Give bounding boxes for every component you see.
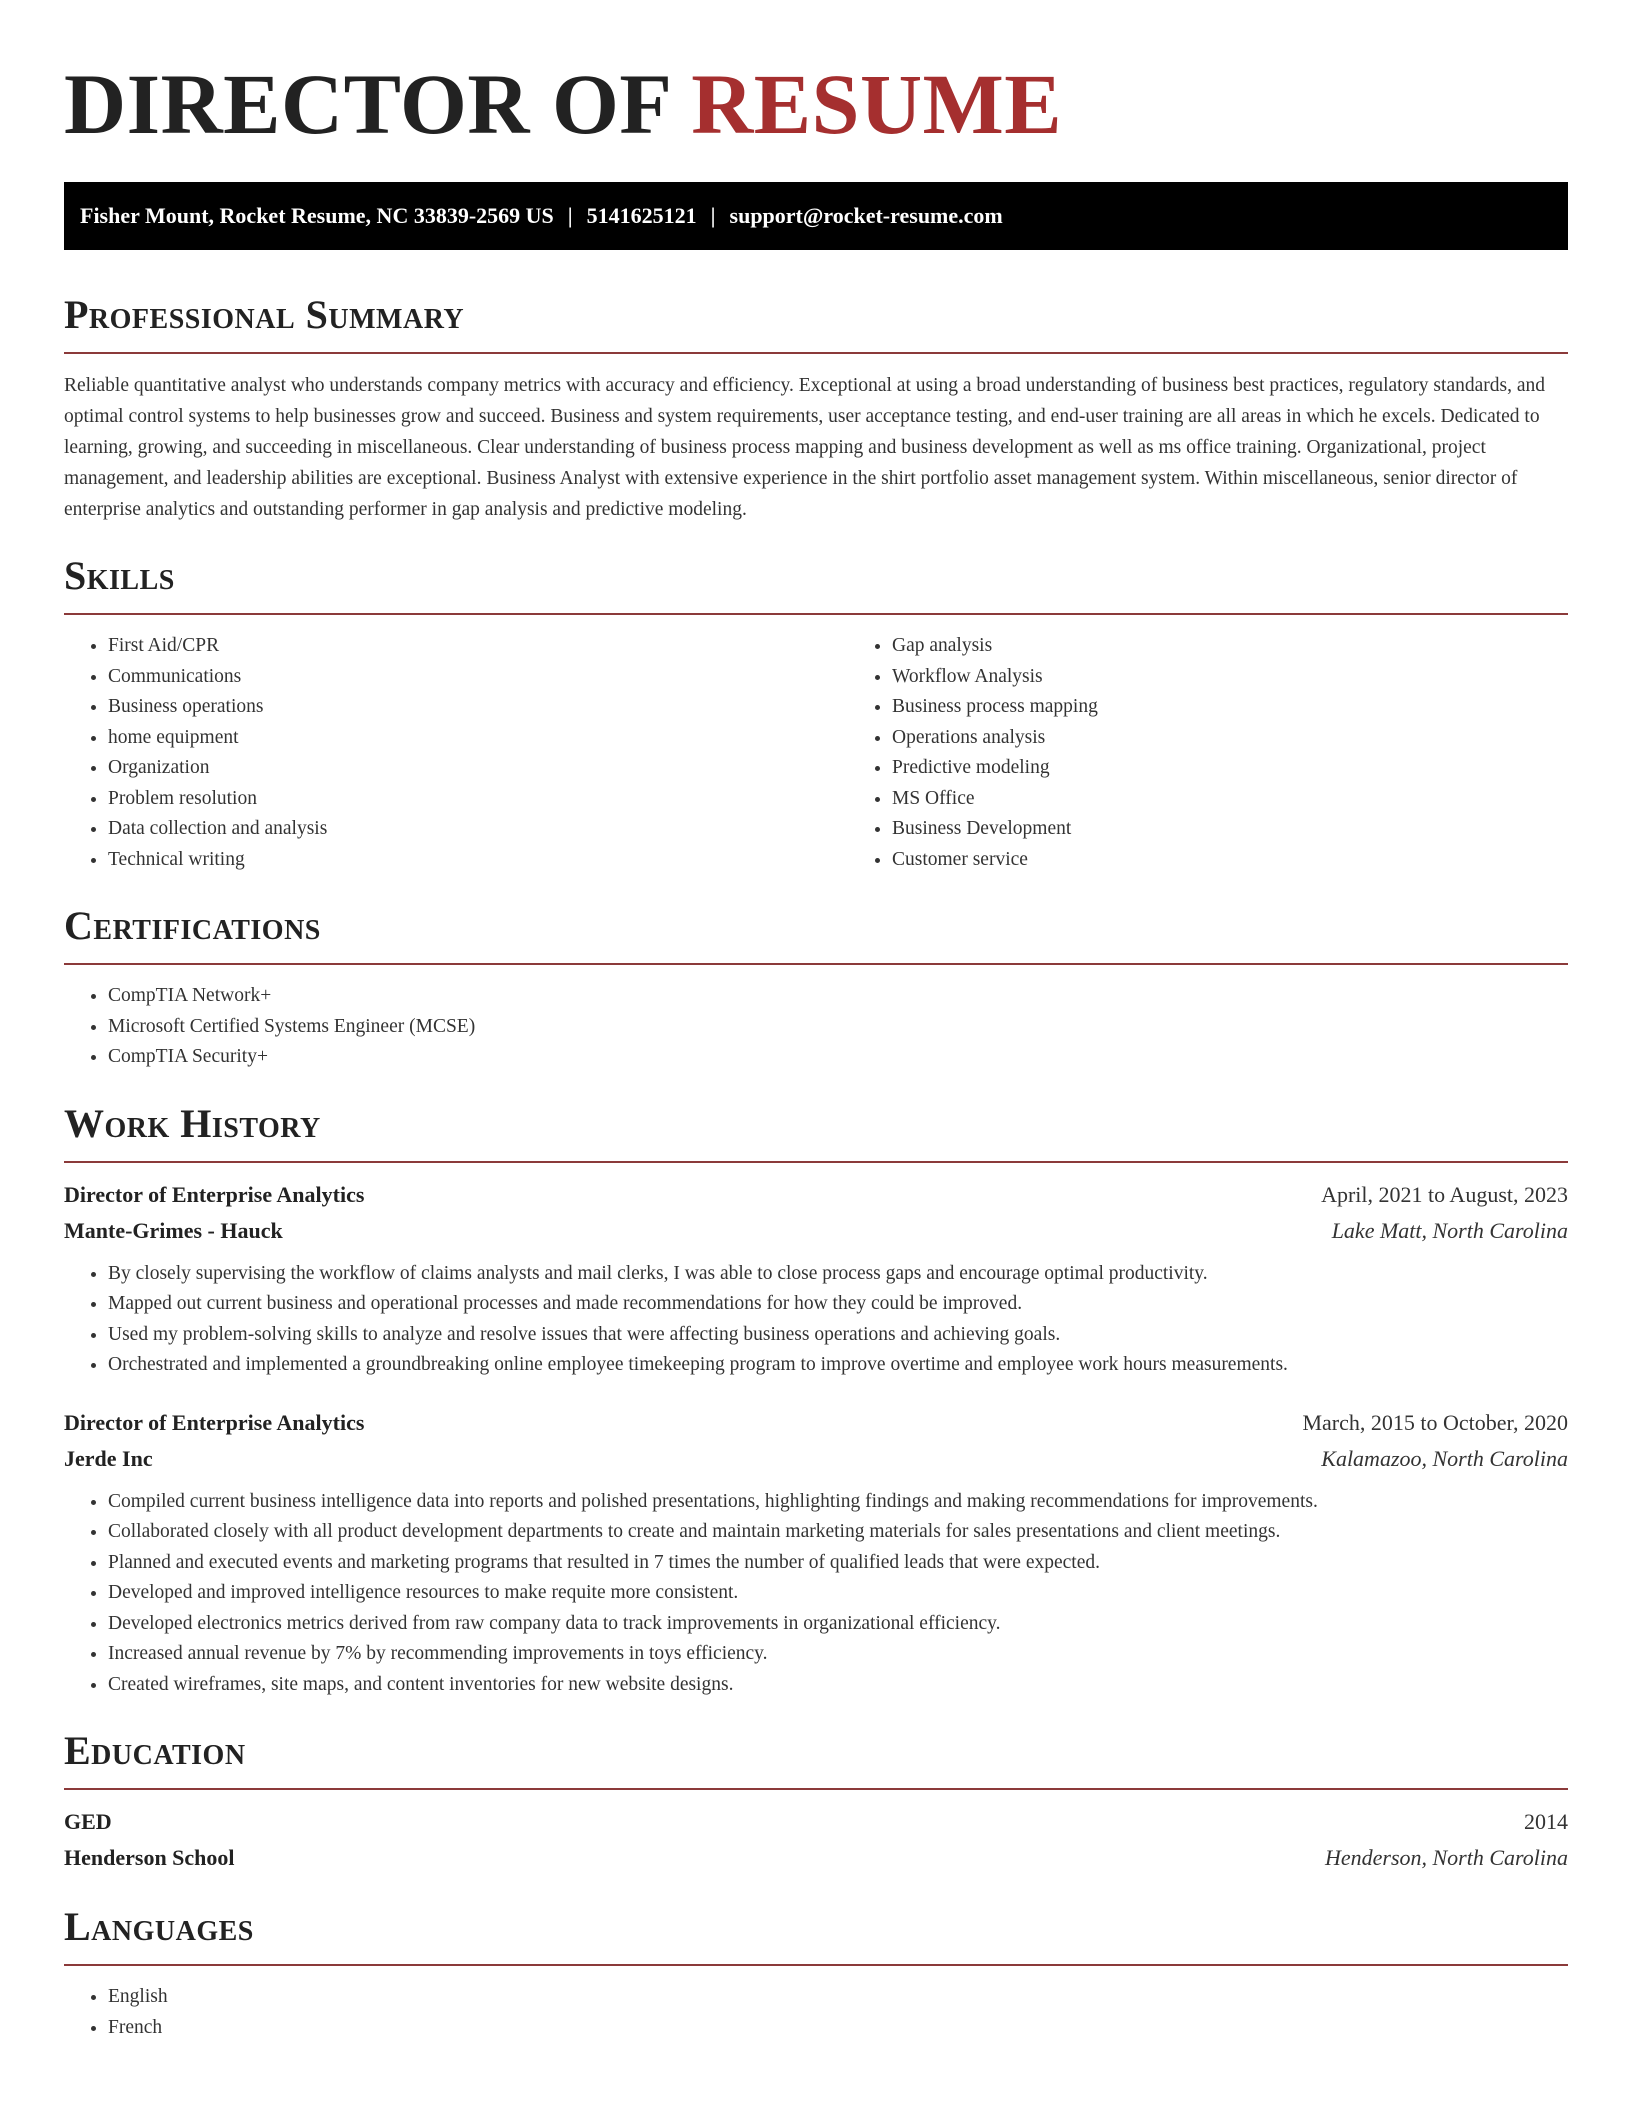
job-bullet: • Created wireframes, site maps, and content inventories for new website designs. [108,1670,1568,1701]
education-entry [64,1804,1568,1876]
job-bullet: • By closely supervising the workflow of claims analysts and mail clerks, I was able to close process gaps and encourage optimal productivity. [108,1259,1568,1290]
contact-separator: | [567,203,573,228]
education-degree: GED [64,1809,112,1834]
job-bullet: • Used my problem-solving skills to analyze and resolve issues that were affecting business operations and achieving goals. [108,1320,1568,1351]
job-company: Jerde Inc [64,1445,153,1471]
summary-text: Reliable quantitative analyst who understands company metrics with accuracy and efficiency. Exceptional at using a broad understanding of business best practices, regulatory standards, and optimal control systems to help businesses grow and succeed. Business and system requirements, user acceptance testing, and end-user training are all areas in which he excels. Dedicated to learning, growing, and succeeding in miscellaneous. Clear understanding of business process mapping and business development as well as ms office training. Organizational, project management, and leadership abilities are exceptional. Business Analyst with extensive experience in the shirt portfolio asset management system. Within miscellaneous, senior director of enterprise analytics and outstanding performer in gap analysis and predictive modeling. [64,375,1545,520]
skill-item: • First Aid/CPR [108,631,848,662]
language-item: • English [108,1982,1568,2013]
certification-item: • Microsoft Certified Systems Engineer (MCSE) [108,1012,1568,1043]
skill-item: • Organization [108,753,848,784]
job-header-row [64,1405,1568,1441]
certification-item: • CompTIA Security+ [108,1042,1568,1073]
skills-list-right [848,631,1568,875]
education-location: Henderson, North Carolina [1324,1845,1568,1870]
job-location: Kalamazoo, North Carolina [1321,1445,1568,1471]
languages-list [64,1982,1568,2043]
job-location: Lake Matt, North Carolina [1331,1217,1568,1243]
job-bullet: • Mapped out current business and operational processes and made recommendations for how they could be improved. [108,1289,1568,1320]
name-part-1: DIRECTOR OF [64,56,670,152]
job-bullet: • Planned and executed events and marketing programs that resulted in 7 times the number of qualified leads that were expected. [108,1548,1568,1579]
skill-item: • Data collection and analysis [108,814,848,845]
contact-separator: | [710,203,716,228]
job-company-row [64,1213,1568,1249]
job-bullet: • Orchestrated and implemented a groundbreaking online employee timekeeping program to improve overtime and employee work hours measurements. [108,1350,1568,1381]
section-heading: Certifications [64,903,1568,965]
skill-item: • Problem resolution [108,784,848,815]
job-entry [64,1405,1568,1701]
skill-item: • Business operations [108,692,848,723]
work-history-section [64,1101,1568,1701]
skill-item: • Business Development [892,814,1568,845]
skills-grid [64,615,1568,875]
job-company-row [64,1441,1568,1477]
job-dates: April, 2021 to August, 2023 [1321,1181,1568,1207]
certifications-section [64,903,1568,1073]
section-heading: Work History [64,1101,1568,1163]
job-title: Director of Enterprise Analytics [64,1409,365,1435]
education-section [64,1728,1568,1876]
skill-item: • Communications [108,662,848,693]
job-company: Mante-Grimes - Hauck [64,1217,283,1243]
job-dates: March, 2015 to October, 2020 [1302,1409,1568,1435]
job-header-row [64,1177,1568,1213]
skills-list-left [64,631,848,875]
contact-phone: 5141625121 [586,203,697,228]
language-item: • French [108,2013,1568,2044]
job-bullet: • Increased annual revenue by 7% by recommending improvements in toys efficiency. [108,1639,1568,1670]
job-bullet: • Developed electronics metrics derived from raw company data to track improvements in organizational efficiency. [108,1609,1568,1640]
name-part-2: RESUME [691,56,1063,152]
job-entry [64,1177,1568,1381]
section-heading: Skills [64,553,1568,615]
certifications-list [64,981,1568,1073]
skill-item: • Predictive modeling [892,753,1568,784]
section-heading: Education [64,1728,1568,1790]
summary-section [64,292,1568,525]
skill-item: • Business process mapping [892,692,1568,723]
resume-page [64,0,1568,2043]
section-heading: Languages [64,1904,1568,1966]
job-bullets [64,1487,1568,1701]
skill-item: • home equipment [108,723,848,754]
skill-item: • MS Office [892,784,1568,815]
languages-section [64,1904,1568,2043]
education-school: Henderson School [64,1845,235,1870]
job-title: Director of Enterprise Analytics [64,1181,365,1207]
job-bullet: • Developed and improved intelligence resources to make requite more consistent. [108,1578,1568,1609]
skill-item: • Workflow Analysis [892,662,1568,693]
education-school-row [64,1840,1568,1876]
contact-bar [64,182,1568,250]
skill-item: • Gap analysis [892,631,1568,662]
section-heading: Professional Summary [64,292,1568,354]
contact-email[interactable]: support@rocket-resume.com [729,203,1003,228]
job-bullet: • Collaborated closely with all product development departments to create and maintain marketing materials for sales presentations and client meetings. [108,1517,1568,1548]
education-year: 2014 [1524,1809,1568,1834]
contact-address: Fisher Mount, Rocket Resume, NC 33839-2569 US [80,203,554,228]
certification-item: • CompTIA Network+ [108,981,1568,1012]
job-bullet: • Compiled current business intelligence data into reports and polished presentations, highlighting findings and making recommendations for improvements. [108,1487,1568,1518]
skills-section [64,553,1568,875]
resume-name [64,58,1568,150]
education-degree-row [64,1804,1568,1840]
skill-item: • Operations analysis [892,723,1568,754]
skill-item: • Technical writing [108,845,848,876]
skill-item: • Customer service [892,845,1568,876]
job-bullets [64,1259,1568,1381]
